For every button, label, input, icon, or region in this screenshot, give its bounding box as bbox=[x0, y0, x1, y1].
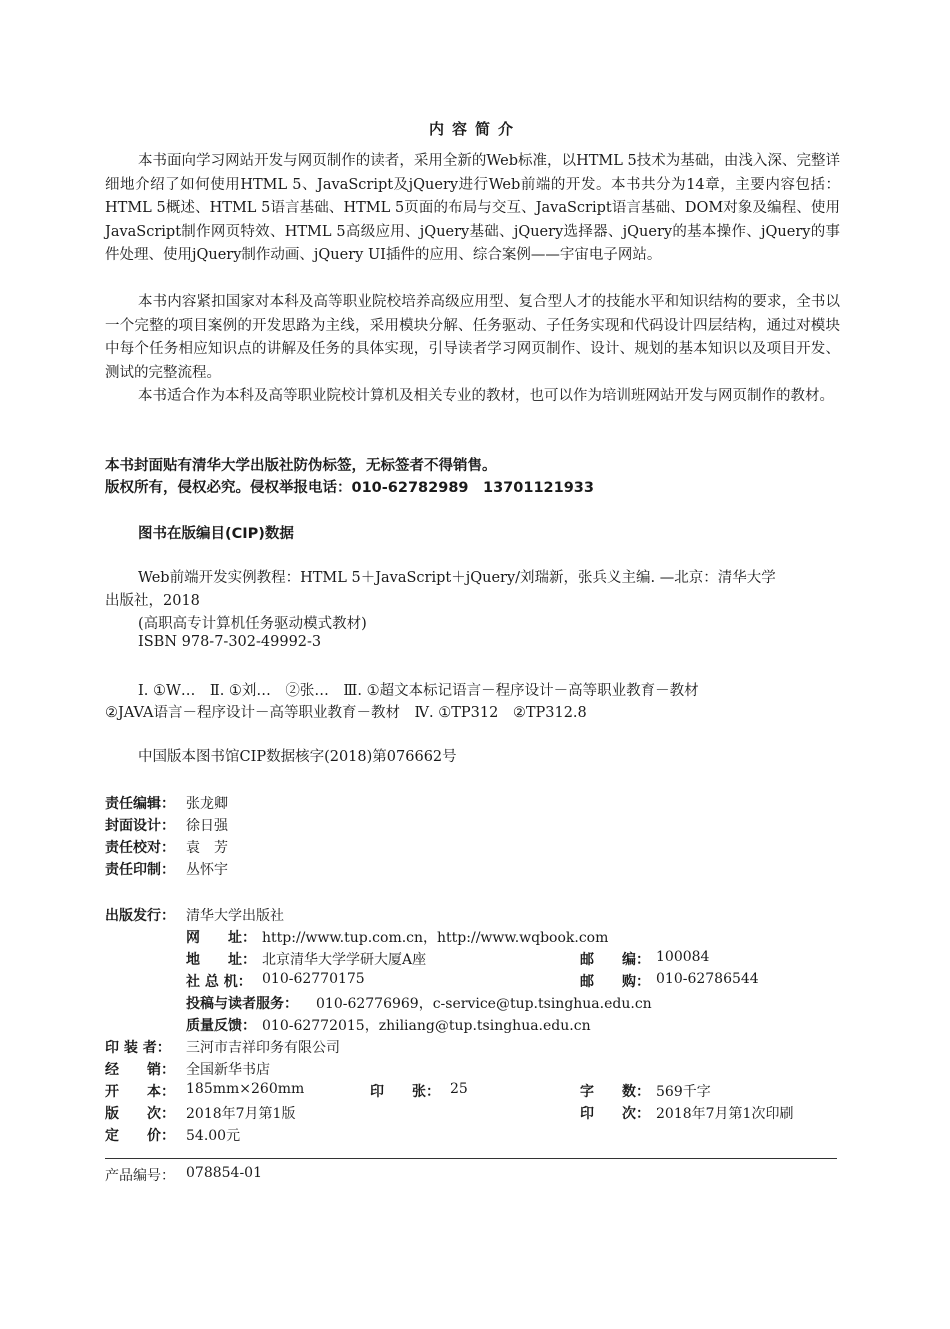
printer-value: 三河市吉祥印务有限公司 bbox=[186, 1040, 340, 1056]
copyright-notice: 版权所有，侵权必究。侵权举报电话：010-62782989 13701121933 bbox=[105, 480, 594, 496]
cip-entry-line2: 出版社，2018 bbox=[105, 593, 200, 609]
edition-value: 2018年7月第1版 bbox=[186, 1106, 296, 1122]
submission-label: 投稿与读者服务： bbox=[186, 996, 298, 1012]
sheets-label: 印 张： bbox=[370, 1084, 440, 1100]
word-count-value: 569千字 bbox=[656, 1084, 711, 1100]
printing-value: 2018年7月第1次印刷 bbox=[656, 1106, 794, 1122]
staff-label: 责任印制： bbox=[105, 862, 175, 878]
zip-label: 邮 编： bbox=[580, 952, 650, 968]
staff-value: 徐日强 bbox=[186, 818, 228, 834]
publisher-label: 出版发行： bbox=[105, 908, 175, 924]
page-title: 内容简介 bbox=[428, 120, 521, 138]
intro-paragraph-2: 本书内容紧扣国家对本科及高等职业院校培养高级应用型、复合型人才的技能水平和知识结构的要求，全书以一个完整的项目案例的开发思路为主线，采用模块分解、任务驱动、子任务实现和代码设计四层结构，通过对模块中每个任务相应知识点的讲解及任务的具体实现，引导读者学习网页制作、设计、规划的基本知识以及项目开发、测试的完整流程。 bbox=[105, 294, 840, 381]
quality-feedback-label: 质量反馈： bbox=[186, 1018, 256, 1034]
printing-label: 印 次： bbox=[580, 1106, 650, 1122]
publisher-value: 清华大学出版社 bbox=[186, 908, 284, 924]
distributor-label: 经 销： bbox=[105, 1062, 175, 1078]
cip-classification-line1: Ⅰ. ①W… Ⅱ. ①刘… ②张… Ⅲ. ①超文本标记语言－程序设计－高等职业教育－教材 bbox=[138, 683, 699, 699]
cip-classification-line2: ②JAVA语言－程序设计－高等职业教育－教材 Ⅳ. ①TP312 ②TP312.8 bbox=[105, 705, 587, 721]
edition-label: 版 次： bbox=[105, 1106, 175, 1122]
sheets-value: 25 bbox=[450, 1081, 468, 1097]
word-count-label: 字 数： bbox=[580, 1084, 650, 1100]
switchboard-value: 010-62770175 bbox=[262, 971, 365, 987]
staff-value: 丛怀宇 bbox=[186, 862, 228, 878]
mail-order-value: 010-62786544 bbox=[656, 971, 759, 987]
cip-heading: 图书在版编目(CIP)数据 bbox=[138, 526, 294, 542]
switchboard-label: 社 总 机： bbox=[186, 974, 252, 990]
mail-order-label: 邮 购： bbox=[580, 974, 650, 990]
printer-label: 印 装 者： bbox=[105, 1040, 171, 1056]
product-number-label: 产品编号： bbox=[105, 1168, 175, 1184]
address-label: 地 址： bbox=[186, 952, 256, 968]
staff-label: 封面设计： bbox=[105, 818, 175, 834]
intro-paragraph-3: 本书适合作为本科及高等职业院校计算机及相关专业的教材，也可以作为培训班网站开发与网页制作的教材。 bbox=[138, 388, 834, 404]
address-value: 北京清华大学学研大厦A座 bbox=[262, 952, 427, 968]
staff-value: 张龙卿 bbox=[186, 796, 228, 812]
website-label: 网 址： bbox=[186, 930, 256, 946]
divider bbox=[105, 1158, 837, 1159]
website-value: http://www.tup.com.cn，http://www.wqbook.com bbox=[262, 930, 609, 946]
cip-record-number: 中国版本图书馆CIP数据核字(2018)第076662号 bbox=[138, 749, 457, 765]
distributor-value: 全国新华书店 bbox=[186, 1062, 270, 1078]
cip-series: (高职高专计算机任务驱动模式教材) bbox=[138, 616, 367, 632]
anti-counterfeit-notice: 本书封面贴有清华大学出版社防伪标签，无标签者不得销售。 bbox=[105, 458, 497, 474]
staff-label: 责任编辑： bbox=[105, 796, 175, 812]
cip-isbn: ISBN 978-7-302-49992-3 bbox=[138, 634, 322, 650]
product-number-value: 078854-01 bbox=[186, 1165, 262, 1181]
intro-paragraph-1: 本书面向学习网站开发与网页制作的读者，采用全新的Web标准，以HTML 5技术为基础，由浅入深、完整详细地介绍了如何使用HTML 5、JavaScript及jQuery进行Web前端的开发。本书共分为14章，主要内容包括：HTML 5概述、HTML 5语言基础、HTML 5页面的布局与交互、JavaScript语言基础、DOM对象及编程、使用JavaScript制作网页特效、HTML 5高级应用、jQuery基础、jQuery选择器、jQuery的基本操作、jQuery的事件处理、使用jQuery制作动画、jQuery UI插件的应用、综合案例——宇宙电子网站。 bbox=[105, 153, 840, 263]
quality-feedback-value: 010-62772015，zhiliang@tup.tsinghua.edu.cn bbox=[262, 1018, 591, 1034]
price-value: 54.00元 bbox=[186, 1128, 241, 1144]
format-value: 185mm×260mm bbox=[186, 1081, 305, 1097]
staff-label: 责任校对： bbox=[105, 840, 175, 856]
zip-value: 100084 bbox=[656, 949, 710, 965]
format-label: 开 本： bbox=[105, 1084, 175, 1100]
price-label: 定 价： bbox=[105, 1128, 175, 1144]
submission-value: 010-62776969，c-service@tup.tsinghua.edu.cn bbox=[316, 996, 652, 1012]
cip-entry-line1: Web前端开发实例教程：HTML 5＋JavaScript＋jQuery/刘瑞新，张兵义主编. —北京：清华大学 bbox=[138, 570, 776, 586]
staff-value: 袁 芳 bbox=[186, 840, 228, 856]
